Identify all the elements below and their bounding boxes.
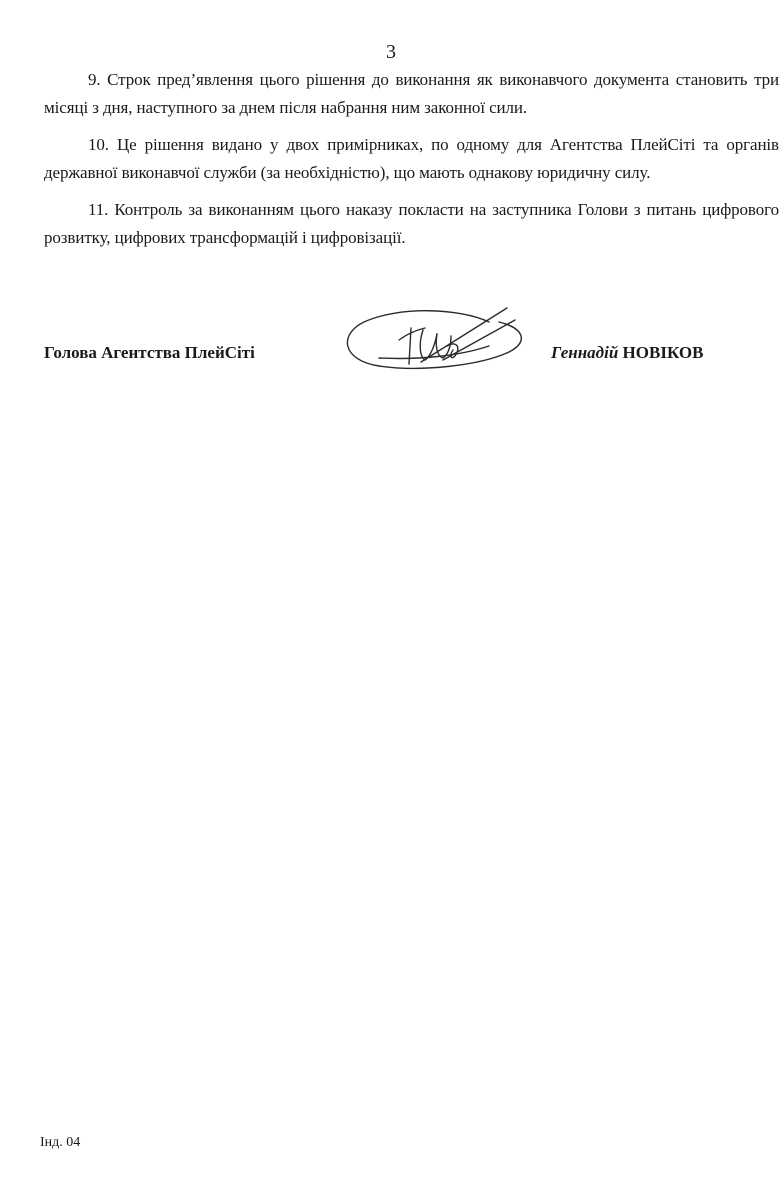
handwritten-signature-icon [339, 300, 529, 382]
signature-block [44, 300, 744, 390]
document-body [44, 66, 779, 261]
signatory-given-name: Геннадій [551, 343, 619, 362]
page-number: 3 [386, 41, 396, 63]
paragraph-9: 9. Строк пред’явлення цього рішення до виконання як виконавчого документа становить три місяці з дня, наступного за днем після набрання ним законної сили. [44, 70, 779, 117]
paragraph-10: 10. Це рішення видано у двох примірниках, по одному для Агентства ПлейСіті та органів державної виконавчої служби (за необхідністю), що мають однакову юридичну силу. [44, 135, 779, 182]
document-index: Інд. 04 [40, 1135, 81, 1150]
paragraph-11: 11. Контроль за виконанням цього наказу покласти на заступника Голови з питань цифрового розвитку, цифрових трансформацій і цифровізації. [44, 200, 779, 247]
signatory-role: Голова Агентства ПлейСіті [44, 343, 255, 362]
signatory-name [551, 342, 703, 364]
signatory-surname: НОВІКОВ [622, 343, 704, 362]
